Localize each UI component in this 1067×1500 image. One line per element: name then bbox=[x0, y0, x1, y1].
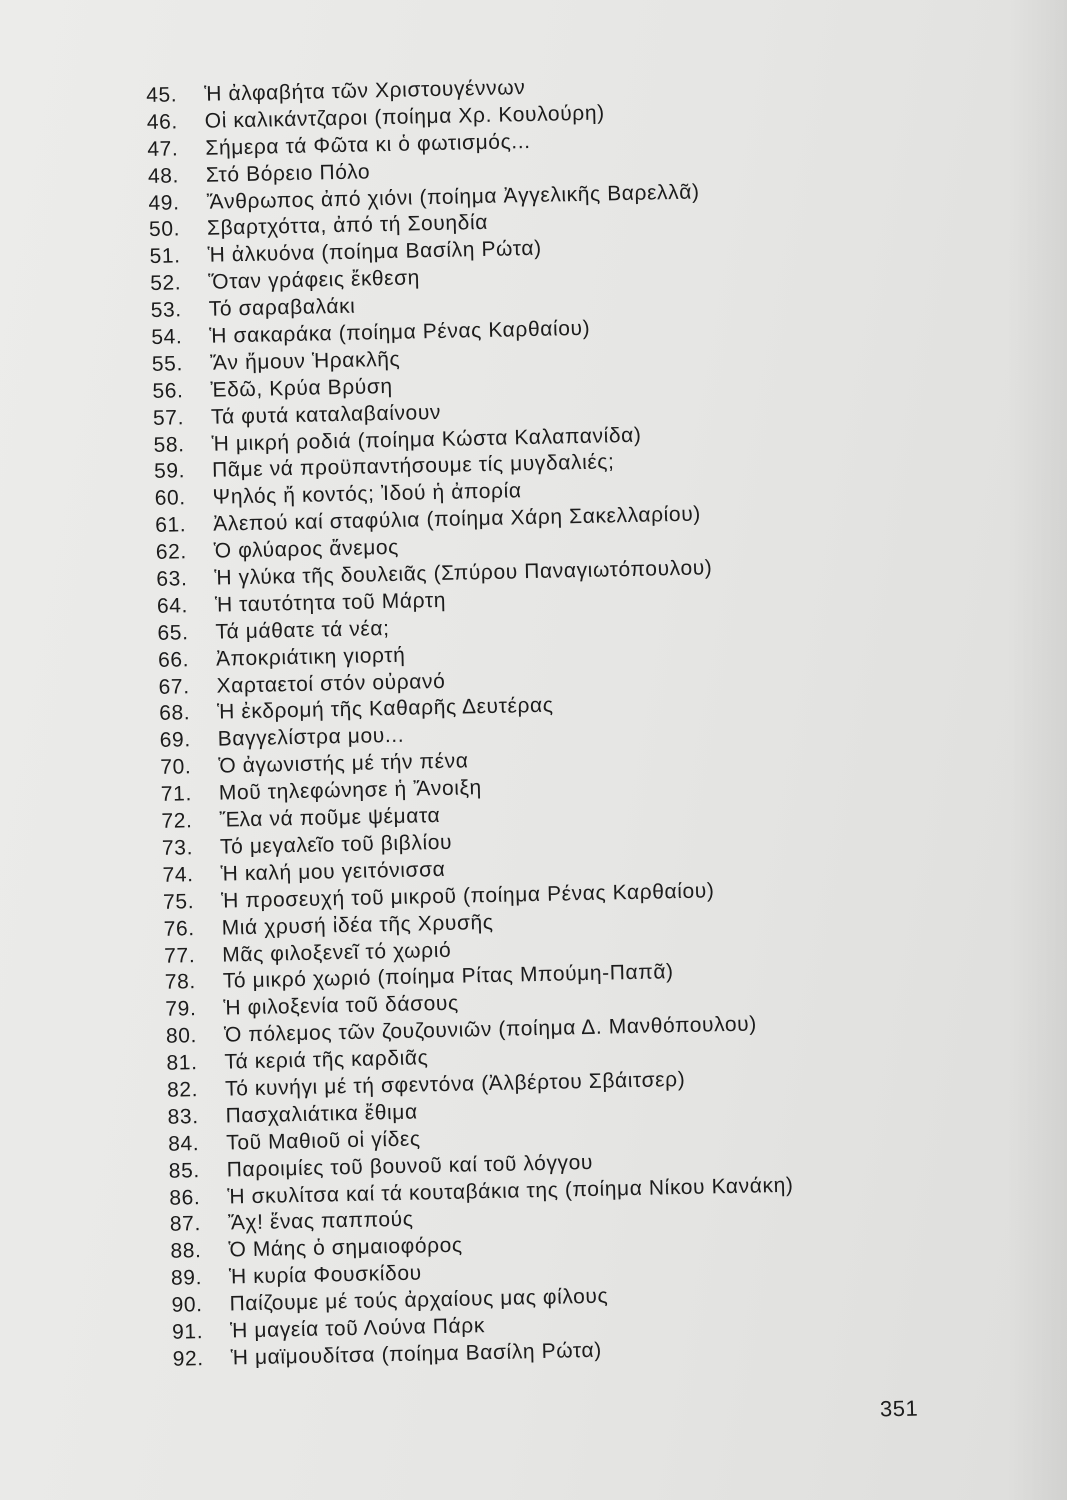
entry-number: 48. bbox=[147, 164, 180, 188]
entry-title: Στό Βόρειο Πόλο bbox=[205, 159, 371, 187]
entry-number: 47. bbox=[147, 137, 179, 161]
entry-number: 74. bbox=[162, 863, 194, 887]
entry-number: 46. bbox=[146, 110, 179, 134]
entry-number: 64. bbox=[156, 594, 189, 618]
entry-number: 62. bbox=[155, 540, 188, 565]
entry-number: 61. bbox=[155, 513, 187, 538]
entry-title: Ἀποκριάτικη γιορτή bbox=[215, 643, 406, 671]
entry-title: Ἡ φιλοξενία τοῦ δάσους bbox=[223, 991, 459, 1020]
entry-number: 71. bbox=[160, 782, 193, 806]
entry-number: 78. bbox=[164, 970, 197, 995]
entry-title: Τό μικρό χωριό (ποίημα Ρίτας Μπούμη-Παπᾶ) bbox=[222, 960, 674, 993]
entry-number: 66. bbox=[157, 647, 190, 672]
entry-number: 69. bbox=[159, 728, 191, 753]
entry-title: Τό κυνήγι μέ τή σφεντόνα (Ἀλβέρτου Σβάιτσερ) bbox=[224, 1067, 686, 1101]
entry-number: 82. bbox=[166, 1078, 199, 1102]
entry-number: 58. bbox=[153, 432, 185, 457]
entry-number: 84. bbox=[167, 1131, 200, 1156]
entry-title: Οἱ καλικάντζαροι (ποίημα Χρ. Κουλούρη) bbox=[204, 101, 605, 133]
entry-title: Τοῦ Μαθιοῦ οἱ γίδες bbox=[225, 1127, 421, 1155]
entry-title: Ἡ ἀλκυόνα (ποίημα Βασίλη Ρώτα) bbox=[207, 237, 542, 268]
entry-number: 92. bbox=[172, 1346, 204, 1371]
entry-number: 49. bbox=[148, 190, 180, 215]
entry-number: 60. bbox=[154, 486, 186, 511]
entry-title: Πασχαλιάτικα ἔθιμα bbox=[225, 1100, 418, 1128]
entry-title: Παίζουμε μέ τούς ἀρχαίους μας φίλους bbox=[229, 1284, 609, 1316]
entry-title: Ὅταν γράφεις ἔκθεση bbox=[207, 266, 421, 294]
entry-title: Ἀλεπού καί σταφύλια (ποίημα Χάρη Σακελλαρίου) bbox=[212, 502, 702, 536]
page-number: 351 bbox=[879, 1395, 919, 1422]
entry-title: Τά μάθατε τά νέα; bbox=[215, 616, 390, 644]
entry-title: Ὁ πόλεμος τῶν ζουζουνιῶν (ποίημα Δ. Μανθόπουλου) bbox=[223, 1012, 758, 1047]
page-edge-shadow bbox=[1007, 0, 1067, 1500]
entry-title: Πᾶμε νά προϋπαντήσουμε τίς μυγδαλιές; bbox=[211, 450, 615, 483]
entry-number: 59. bbox=[153, 459, 186, 484]
entry-title: Ὁ φλύαρος ἄνεμος bbox=[213, 535, 400, 563]
entry-number: 88. bbox=[170, 1239, 202, 1264]
entry-title: Ἡ γλύκα τῆς δουλειᾶς (Σπύρου Παναγιωτόπουλου) bbox=[214, 556, 713, 590]
entry-number: 65. bbox=[157, 621, 189, 645]
entry-title: Παροιμίες τοῦ βουνοῦ καί τοῦ λόγγου bbox=[226, 1150, 594, 1182]
entry-title: Ἡ κυρία Φουσκίδου bbox=[228, 1261, 422, 1289]
entry-number: 67. bbox=[158, 674, 190, 699]
entry-number: 77. bbox=[164, 943, 196, 968]
entry-title: Τά κεριά τῆς καρδιᾶς bbox=[224, 1046, 429, 1074]
entry-title: Ἡ προσευχή τοῦ μικροῦ (ποίημα Ρένας Καρθαίου) bbox=[220, 878, 715, 913]
entry-number: 79. bbox=[165, 997, 197, 1022]
entry-title: Ἡ σκυλίτσα καί τά κουταβάκια της (ποίημα Νίκου Κανάκη) bbox=[227, 1173, 794, 1209]
entry-title: Ἡ σακαράκα (ποίημα Ρένας Καρθαίου) bbox=[209, 316, 591, 348]
entry-title: Τό μεγαλεῖο τοῦ βιβλίου bbox=[219, 830, 453, 859]
entry-title: Ὁ Μάης ὁ σημαιοφόρος bbox=[228, 1233, 463, 1262]
entry-title: Ἡ καλή μου γειτόνισσα bbox=[220, 857, 446, 886]
entry-title: Μιά χρυσή ἰδέα τῆς Χρυσῆς bbox=[221, 910, 494, 940]
entry-title: Μᾶς φιλοξενεῖ τό χωριό bbox=[222, 938, 452, 967]
entry-title: Ἐδῶ, Κρύα Βρύση bbox=[210, 374, 393, 402]
entry-number: 91. bbox=[171, 1320, 204, 1344]
entry-number: 81. bbox=[166, 1051, 198, 1075]
entry-title: Σήμερα τά Φῶτα κι ὁ φωτισμός... bbox=[205, 129, 531, 160]
entry-title: Ἡ μαϊμουδίτσα (ποίημα Βασίλη Ρώτα) bbox=[230, 1338, 603, 1370]
entry-number: 55. bbox=[151, 352, 184, 376]
entry-number: 83. bbox=[167, 1104, 199, 1129]
entry-title: Σβαρτχόττα, ἀπό τή Σουηδία bbox=[206, 211, 489, 241]
entry-number: 85. bbox=[168, 1158, 201, 1183]
entry-title: Ἡ μαγεία τοῦ Λούνα Πάρκ bbox=[229, 1314, 486, 1343]
entry-number: 72. bbox=[161, 809, 193, 833]
entry-title: Ἡ μικρή ροδιά (ποίημα Κώστα Καλαπανίδα) bbox=[211, 423, 642, 456]
entry-number: 50. bbox=[148, 217, 181, 242]
entry-title: Ἡ ἀλφαβήτα τῶν Χριστουγέννων bbox=[203, 76, 526, 106]
entry-number: 80. bbox=[165, 1024, 198, 1048]
entry-number: 86. bbox=[169, 1185, 201, 1210]
entry-number: 57. bbox=[152, 405, 185, 430]
entry-title: Βαγγελίστρα μου... bbox=[217, 724, 405, 752]
entry-title: Ἡ ἐκδρομή τῆς Καθαρῆς Δευτέρας bbox=[216, 694, 554, 725]
entry-title: Ἄν ἤμουν Ἡρακλῆς bbox=[209, 347, 401, 375]
entry-number: 54. bbox=[151, 325, 183, 349]
entry-number: 90. bbox=[171, 1293, 203, 1317]
entry-title: Ψηλός ἤ κοντός; Ἰδού ἡ ἀπορία bbox=[212, 479, 522, 510]
entry-number: 51. bbox=[149, 244, 181, 269]
entry-title: Ἔλα νά ποῦμε ψέματα bbox=[219, 804, 441, 832]
entry-number: 68. bbox=[158, 701, 191, 726]
entry-number: 89. bbox=[170, 1266, 203, 1290]
entry-number: 75. bbox=[162, 889, 195, 914]
entry-title: Μοῦ τηλεφώνησε ἡ Ἄνοιξη bbox=[218, 776, 483, 805]
entry-title: Ἄχ! ἕνας παππούς bbox=[227, 1208, 414, 1235]
entry-title: Χαρταετοί στόν οὐρανό bbox=[216, 669, 446, 698]
entry-title: Ἡ ταυτότητα τοῦ Μάρτη bbox=[214, 588, 447, 617]
entry-title: Τά φυτά καταλαβαίνουν bbox=[210, 400, 442, 429]
entry-number: 52. bbox=[149, 271, 182, 296]
entry-number: 70. bbox=[160, 755, 192, 780]
entry-title: Τό σαραβαλάκι bbox=[208, 294, 356, 321]
entry-title: Ἄνθρωπος ἀπό χιόνι (ποίημα Ἀγγελικῆς Βαρελλᾶ) bbox=[206, 179, 700, 214]
entry-title: Ὁ ἀγωνιστής μέ τήν πένα bbox=[218, 749, 469, 778]
entry-number: 76. bbox=[163, 916, 195, 941]
entry-number: 53. bbox=[150, 298, 182, 323]
entry-number: 63. bbox=[156, 567, 188, 591]
entry-number: 56. bbox=[152, 379, 184, 403]
entry-number: 87. bbox=[169, 1212, 202, 1237]
entry-number: 73. bbox=[161, 836, 194, 860]
table-of-contents bbox=[146, 67, 993, 1375]
entry-number: 45. bbox=[146, 83, 178, 107]
